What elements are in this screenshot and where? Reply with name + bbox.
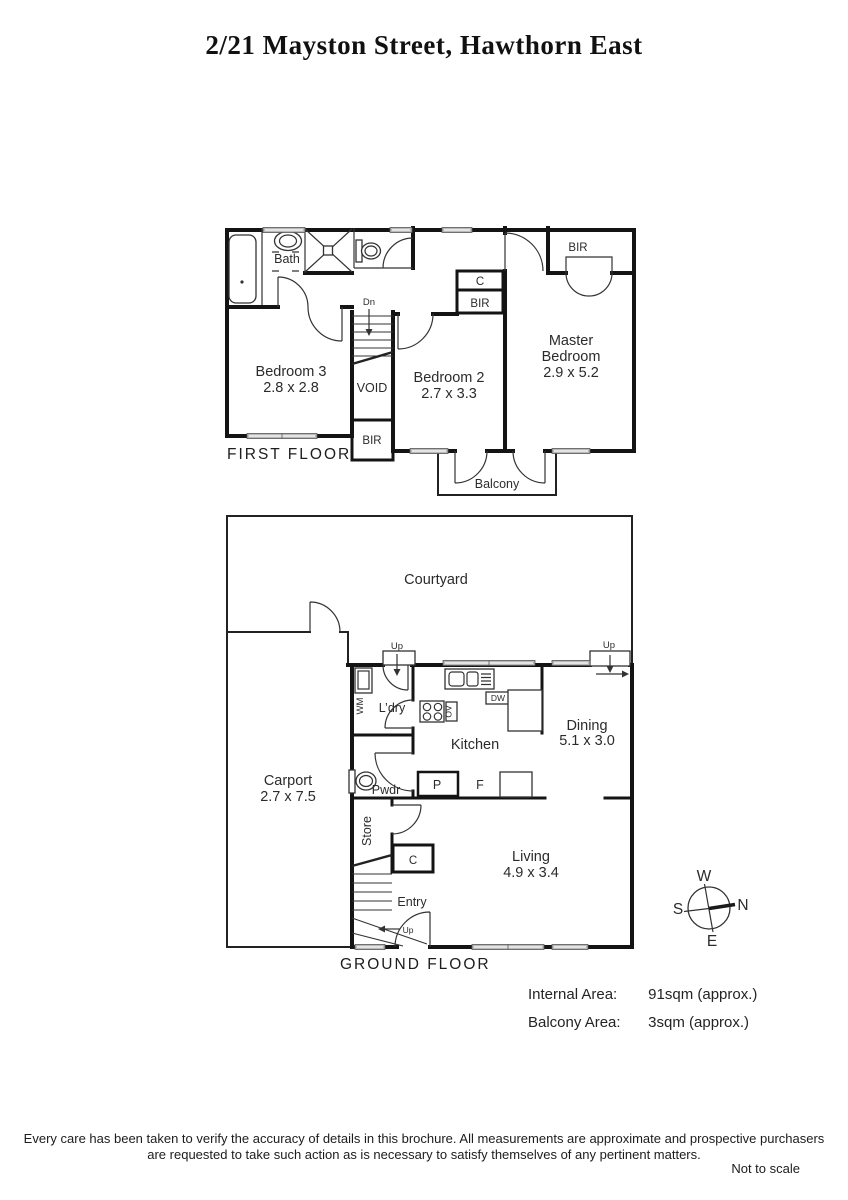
room-label-bath: Bath [274, 252, 300, 266]
dishwasher-label: DW [490, 693, 506, 703]
room-label-entry: Entry [397, 895, 427, 909]
fridge-label: F [476, 778, 484, 792]
closet-label-c: C [408, 855, 418, 867]
fridge-box [500, 772, 532, 797]
store-label: Store [360, 816, 374, 846]
laundry-step [383, 651, 415, 665]
room-label-kitchen: Kitchen [450, 737, 500, 753]
washing-machine-icon [355, 668, 372, 693]
room-label-carport: Carport [263, 773, 313, 789]
wardrobe-doors-icon [566, 257, 612, 296]
up-label-entry: Up [402, 925, 414, 935]
wm-label: WM [355, 697, 366, 715]
dim-label-dining: 5.1 x 3.0 [559, 733, 615, 749]
not-to-scale-note: Not to scale [731, 1161, 800, 1176]
up-label-laundry: Up [390, 641, 404, 652]
compass-icon [673, 868, 749, 950]
bathtub-icon [229, 235, 256, 303]
area-label-courtyard: Courtyard [404, 572, 468, 588]
kitchen-counter [508, 690, 542, 731]
room-label-bedroom3: Bedroom 3 [255, 364, 327, 380]
internal-area-row [528, 986, 757, 1003]
up-label-dining: Up [602, 640, 616, 651]
stove-icon [420, 701, 444, 722]
door-arc [505, 233, 543, 271]
floor-label-first: FIRST FLOOR [227, 446, 352, 463]
door-arc [308, 307, 342, 341]
balcony-label: Balcony [474, 477, 520, 491]
dim-label-bedroom2: 2.7 x 3.3 [421, 386, 477, 402]
balcony-area-label: Balcony Area: [528, 1014, 621, 1031]
room-label-dining: Dining [566, 718, 608, 734]
compass-n: N [737, 897, 749, 914]
door-arc [383, 665, 408, 690]
shower-icon [305, 228, 352, 273]
door-arc [383, 238, 413, 268]
bir-label-stairs: BIR [362, 435, 382, 447]
balcony-area-value: 3sqm (approx.) [648, 1014, 750, 1031]
staircase-icon [352, 309, 393, 364]
door-arc [398, 314, 433, 349]
toilet-icon [354, 228, 383, 268]
master-bir-label: BIR [568, 242, 588, 254]
area-summary [528, 986, 757, 1042]
compass-e: E [706, 933, 718, 950]
void-label: VOID [356, 381, 388, 395]
closet-label-bir: BIR [470, 298, 490, 310]
disclaimer-line-1: Every care has been taken to verify the accuracy of details in this brochure. All measurements are approximate and prospective purchasers [23, 1131, 825, 1146]
door-arc [392, 805, 421, 834]
room-label-master-1: Master [548, 333, 594, 349]
internal-area-label: Internal Area: [528, 986, 618, 1003]
room-label-laundry: L’dry [378, 701, 406, 715]
dim-label-carport: 2.7 x 7.5 [260, 789, 316, 805]
door-arc [310, 602, 340, 632]
disclaimer-line-2: are requested to take such action as is necessary to satisfy themselves of any pertinent matters. [147, 1147, 701, 1162]
floor-label-ground: GROUND FLOOR [340, 956, 491, 973]
room-label-powder: Pwdr [371, 783, 401, 797]
oven-label: OV [443, 705, 454, 718]
ground-floor-plan [227, 516, 632, 973]
room-label-master-2: Bedroom [541, 349, 601, 365]
dim-label-living: 4.9 x 3.4 [503, 865, 559, 881]
stairs-dn-label: Dn [362, 297, 376, 308]
first-floor-plan [227, 228, 634, 496]
door-arc [278, 277, 308, 307]
compass-s: S [672, 901, 684, 918]
page-title: 2/21 Mayston Street, Hawthorn East [205, 30, 643, 60]
compass-w: W [696, 868, 712, 885]
pantry-label: P [432, 778, 442, 792]
balcony-area-row [528, 1014, 757, 1031]
internal-area-value: 91sqm (approx.) [648, 986, 758, 1003]
kitchen-sink-icon [445, 669, 494, 689]
closet-label-c: C [475, 276, 485, 288]
room-label-living: Living [512, 849, 550, 865]
dim-label-master: 2.9 x 5.2 [543, 365, 599, 381]
dim-label-bedroom3: 2.8 x 2.8 [263, 380, 319, 396]
disclaimer [0, 1131, 848, 1163]
room-label-bedroom2: Bedroom 2 [413, 370, 485, 386]
